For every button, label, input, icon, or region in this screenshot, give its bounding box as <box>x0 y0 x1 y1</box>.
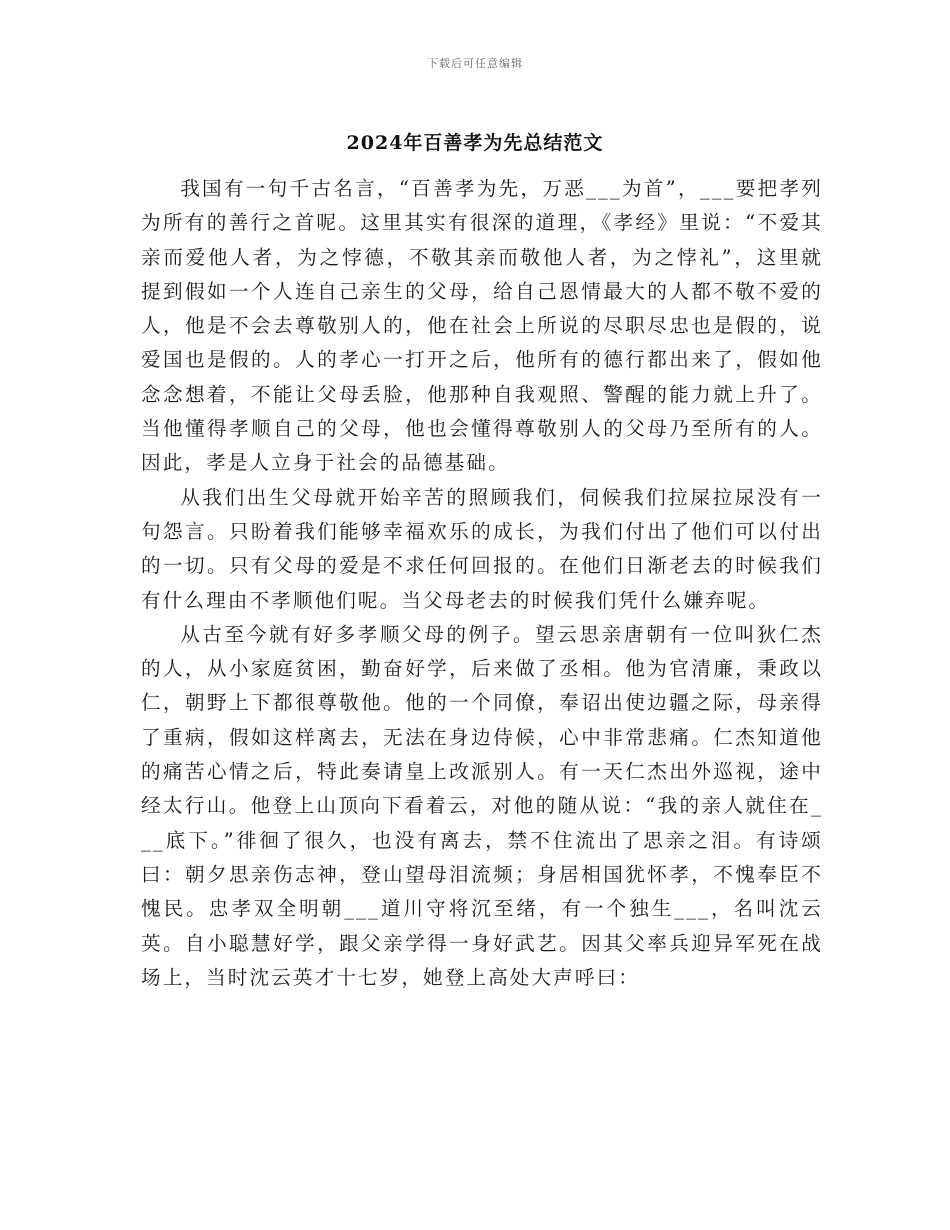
document-body <box>141 172 823 995</box>
page-title: 2024年百善孝为先总结范文 <box>346 132 604 154</box>
paragraph-2: 从我们出生父母就开始辛苦的照顾我们，伺候我们拉屎拉尿没有一句怨言。只盼着我们能够幸福欢乐的成长，为我们付出了他们可以付出的一切。只有父母的爱是不求任何回报的。在他们日渐老去的时候我们有什么理由不孝顺他们呢。当父母老去的时候我们凭什么嫌弃呢。 <box>141 485 823 612</box>
paragraph-3: 从古至今就有好多孝顺父母的例子。望云思亲唐朝有一位叫狄仁杰的人，从小家庭贫困，勤奋好学，后来做了丞相。他为官清廉，秉政以仁，朝野上下都很尊敬他。他的一个同僚，奉诏出使边疆之际，母亲得了重病，假如这样离去，无法在身边侍候，心中非常悲痛。仁杰知道他的痛苦心情之后，特此奏请皇上改派别人。有一天仁杰出外巡视，途中经太行山。他登上山顶向下看着云，对他的随从说：“我的亲人就住在___底下。”徘徊了很久，也没有离去，禁不住流出了思亲之泪。有诗颂曰：朝夕思亲伤志神，登山望母泪流频；身居相国犹怀孝，不愧奉臣不愧民。忠孝双全明朝___道川守将沉至绪，有一个独生___，名叫沈云英。自小聪慧好学，跟父亲学得一身好武艺。因其父率兵迎异军死在战场上，当时沈云英才十七岁，她登上高处大声呼曰： <box>141 622 823 989</box>
header-note: 下载后可任意编辑 <box>427 57 523 70</box>
paragraph-1: 我国有一句千古名言，“百善孝为先，万恶___为首”，___要把孝列为所有的善行之首呢。这里其实有很深的道理，《孝经》里说：“不爱其亲而爱他人者，为之悖德，不敬其亲而敬他人者，为之悖礼”，这里就提到假如一个人连自己亲生的父母，给自己恩情最大的人都不敬不爱的人，他是不会去尊敬别人的，他在社会上所说的尽职尽忠也是假的，说爱国也是假的。人的孝心一打开之后，他所有的德行都出来了，假如他念念想着，不能让父母丢脸，他那种自我观照、警醒的能力就上升了。当他懂得孝顺自己的父母，他也会懂得尊敬别人的父母乃至所有的人。因此，孝是人立身于社会的品德基础。 <box>141 177 823 475</box>
